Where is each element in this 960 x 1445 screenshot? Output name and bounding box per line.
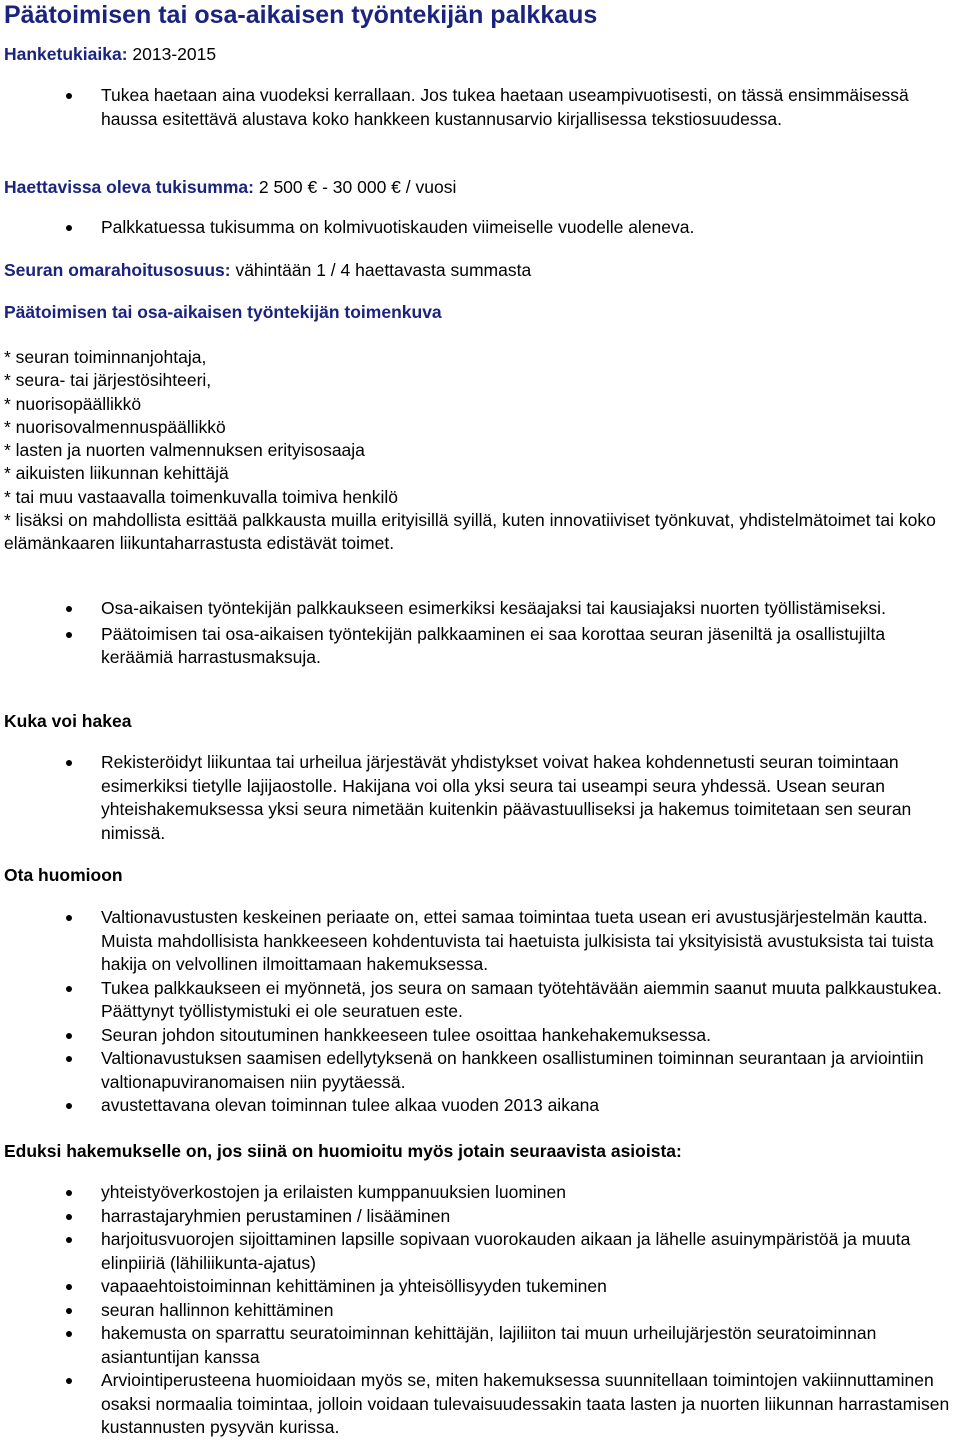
job-description-heading: Päätoimisen tai osa-aikaisen työntekijän toimenkuva	[4, 302, 442, 322]
bullet-icon	[66, 632, 72, 638]
part-time-bullet-list	[0, 597, 960, 670]
list-item: vapaaehtoistoiminnan kehittäminen ja yhteisöllisyyden tukeminen	[0, 1275, 960, 1299]
bullet-icon	[66, 93, 72, 99]
list-item: * lasten ja nuorten valmennuksen erityisosaaja	[4, 440, 365, 461]
bullet-icon	[66, 1378, 72, 1384]
project-period	[4, 42, 216, 66]
project-period-label: Hanketukiaika:	[4, 44, 128, 64]
list-item: Osa-aikaisen työntekijän palkkaukseen esimerkiksi kesäajaksi tai kausiajaksi nuorten työllistämiseksi.	[0, 597, 960, 621]
bullet-icon	[66, 1056, 72, 1062]
list-item: * aikuisten liikunnan kehittäjä	[4, 463, 229, 484]
list-item: Valtionavustusten keskeinen periaate on, ettei samaa toimintaa tueta usean eri avustusjärjestelmän kautta. Muista mahdollisista hankkeeseen kohdentuvista tai haetuista julkisista tai yksityisistä avustuksista tai tuista hakija on velvollinen ilmoittamaan hakemuksessa.	[0, 906, 960, 977]
list-item: harrastajaryhmien perustaminen / lisääminen	[0, 1205, 960, 1229]
bullet-icon	[66, 606, 72, 612]
bullet-icon	[66, 1331, 72, 1337]
list-item: Tukea haetaan aina vuodeksi kerrallaan. Jos tukea haetaan useampivuotisesti, on tässä ensimmäisessä haussa esitettävä alustava koko hankkeen kustannusarvio kirjallisessa tekstiosuudessa.	[0, 84, 960, 131]
list-item: * lisäksi on mahdollista esittää palkkausta muilla erityisillä syillä, kuten innovatiiviset työnkuvat, yhdistelmätoimet tai koko elämänkaaren liikuntaharrastusta edistävät toimet.	[4, 510, 936, 554]
bullet-icon	[66, 1237, 72, 1243]
bullet-icon	[66, 1284, 72, 1290]
list-item: Seuran johdon sitoutuminen hankkeeseen tulee osoittaa hankehakemuksessa.	[0, 1024, 960, 1048]
list-item: * seura- tai järjestösihteeri,	[4, 370, 212, 391]
bullet-icon	[66, 1214, 72, 1220]
list-item: * seuran toiminnanjohtaja,	[4, 347, 207, 367]
who-can-apply-bullet-list	[0, 751, 960, 845]
bullet-icon	[66, 760, 72, 766]
bullet-icon	[66, 1190, 72, 1196]
intro-bullet-list	[0, 84, 960, 131]
list-item: seuran hallinnon kehittäminen	[0, 1299, 960, 1323]
list-item: harjoitusvuorojen sijoittaminen lapsille sopivaan vuorokauden aikaan ja lähelle asuinympäristöä ja muuta elinpiiriä (lähiliikunta-ajatus)	[0, 1228, 960, 1275]
list-item: * tai muu vastaavalla toimenkuvalla toimiva henkilö	[4, 486, 398, 507]
bullet-icon	[66, 915, 72, 921]
self-financing-value: vähintään 1 / 4 haettavasta summasta	[235, 260, 532, 280]
list-item: Palkkatuessa tukisumma on kolmivuotiskauden viimeiselle vuodelle aleneva.	[0, 216, 960, 240]
grant-amount-value: 2 500 € - 30 000 € / vuosi	[258, 177, 457, 197]
bullet-icon	[66, 1103, 72, 1109]
note-bullet-list	[0, 906, 960, 1118]
grant-amount	[4, 175, 456, 199]
list-item: Rekisteröidyt liikuntaa tai urheilua järjestävät yhdistykset voivat hakea kohdennetusti seuran toimintaan esimerkiksi tietylle lajijaostolle. Hakijana voi olla yksi seura tai useampi seura yhdessä. Usean seuran yhteishakemuksessa yksi seura nimetään kuitenkin päävastuulliseksi ja hakemus toimitetaan sen seuran nimissä.	[0, 751, 960, 845]
merit-bullet-list	[0, 1181, 960, 1440]
bullet-icon	[66, 225, 72, 231]
list-item: Päätoimisen tai osa-aikaisen työntekijän palkkaaminen ei saa korottaa seuran jäseniltä ja osallistujilta keräämiä harrastusmaksuja.	[0, 623, 960, 670]
bullet-icon	[66, 986, 72, 992]
list-item: hakemusta on sparrattu seuratoiminnan kehittäjän, lajiliiton tai muun urheilujärjestön seuratoiminnan asiantuntijan kanssa	[0, 1322, 960, 1369]
list-item: * nuorisovalmennuspäällikkö	[4, 416, 226, 437]
job-roles-list	[4, 346, 960, 556]
bullet-icon	[66, 1033, 72, 1039]
grant-bullet-list	[0, 216, 960, 240]
project-period-value: 2013-2015	[132, 44, 217, 64]
list-item: * nuorisopäällikkö	[4, 393, 142, 414]
bullet-icon	[66, 1308, 72, 1314]
merit-heading: Eduksi hakemukselle on, jos siinä on huomioitu myös jotain seuraavista asioista:	[4, 1141, 682, 1161]
list-item: Valtionavustuksen saamisen edellytyksenä on hankkeen osallistuminen toiminnan seurantaan ja arviointiin valtionapuviranomaisen niin pyytäessä.	[0, 1047, 960, 1094]
list-item: Tukea palkkaukseen ei myönnetä, jos seura on samaan työtehtävään aiemmin saanut muuta palkkaustukea. Päättynyt työllistymistuki ei ole seuratuen este.	[0, 977, 960, 1024]
page-title: Päätoimisen tai osa-aikaisen työntekijän palkkaus	[4, 1, 598, 29]
list-item: Arviointiperusteena huomioidaan myös se, miten hakemuksessa suunnitellaan toimintojen vakiinnuttaminen osaksi normaalia toimintaa, jolloin voidaan tulevaisuudessakin taata lasten ja nuorten liikunnan harrastamisen kustannusten pysyvän kurissa.	[0, 1369, 960, 1440]
self-financing	[4, 258, 531, 282]
list-item: yhteistyöverkostojen ja erilaisten kumppanuuksien luominen	[0, 1181, 960, 1205]
list-item: avustettavana olevan toiminnan tulee alkaa vuoden 2013 aikana	[0, 1094, 960, 1118]
who-can-apply-heading: Kuka voi hakea	[4, 711, 132, 731]
note-heading: Ota huomioon	[4, 865, 123, 885]
grant-amount-label: Haettavissa oleva tukisumma:	[4, 177, 254, 197]
self-financing-label: Seuran omarahoitusosuus:	[4, 260, 231, 280]
